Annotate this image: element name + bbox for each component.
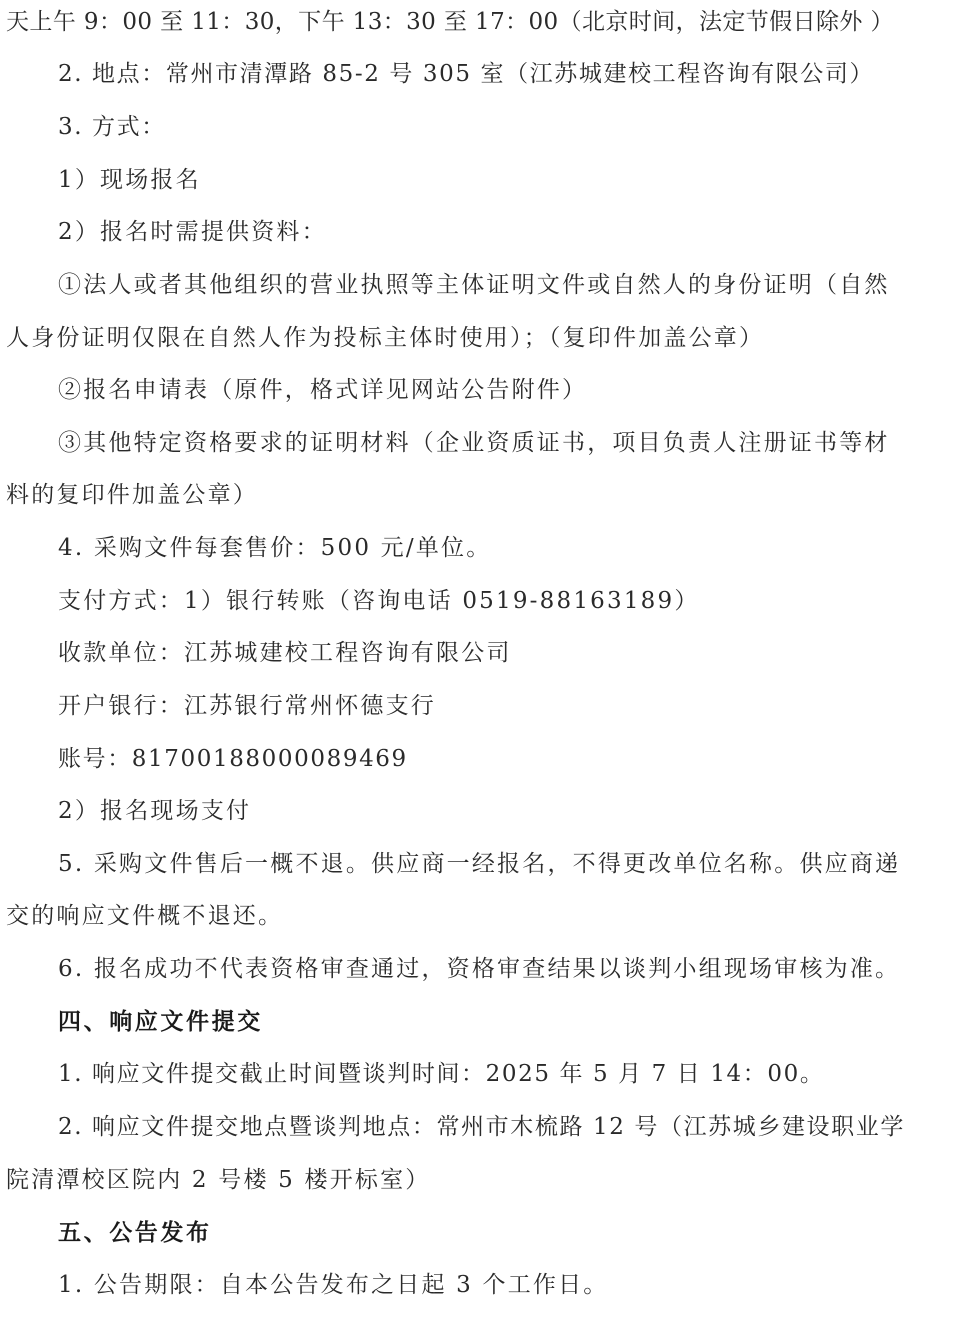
payment-method-line: 支付方式：1）银行转账（咨询电话 0519-88163189） [58,588,700,614]
price-line: 4. 采购文件每套售价：500 元/单位。 [58,535,492,561]
material-item-1-continued: 人身份证明仅限在自然人作为投标主体时使用）；（复印件加盖公章） [6,325,765,351]
material-item-2: ②报名申请表（原件，格式详见网站公告附件） [58,377,588,403]
required-materials-line: 2）报名时需提供资料： [58,219,327,245]
hours-line: 天上午 9：00 至 11：30，下午 13：30 至 17：00（北京时间，法定节假日除外 ） [6,9,894,35]
material-item-1: ①法人或者其他组织的营业执照等主体证明文件或自然人的身份证明（自然 [58,272,890,298]
qualification-note-line: 6. 报名成功不代表资格审查通过，资格审查结果以谈判小组现场审核为准。 [58,956,901,982]
section-heading-submission: 四、响应文件提交 [58,1008,263,1035]
payee-line: 收款单位：江苏城建校工程咨询有限公司 [58,640,512,666]
onsite-payment-line: 2）报名现场支付 [58,798,252,824]
submission-location-line-continued: 院清潭校区院内 2 号楼 5 楼开标室） [6,1167,431,1193]
onsite-registration-line: 1）现场报名 [58,167,201,193]
deadline-line: 1. 响应文件提交截止时间暨谈判时间：2025 年 5 月 7 日 14：00。 [58,1061,825,1087]
account-number-line: 账号：81700188000089469 [58,746,408,772]
material-item-3: ③其他特定资格要求的证明材料（企业资质证书，项目负责人注册证书等材 [58,430,890,456]
section-heading-publication: 五、公告发布 [58,1219,212,1246]
submission-location-line: 2. 响应文件提交地点暨谈判地点：常州市木梳路 12 号（江苏城乡建设职业学 [58,1114,905,1140]
no-refund-line: 5. 采购文件售后一概不退。供应商一经报名，不得更改单位名称。供应商递 [58,851,901,877]
no-refund-line-continued: 交的响应文件概不退还。 [6,903,284,929]
bank-line: 开户银行：江苏银行常州怀德支行 [58,693,436,719]
method-heading: 3. 方式： [58,114,166,140]
material-item-3-continued: 料的复印件加盖公章） [6,482,258,508]
publication-period-line: 1. 公告期限：自本公告发布之日起 3 个工作日。 [58,1272,609,1298]
location-line: 2. 地点：常州市清潭路 85-2 号 305 室（江苏城建校工程咨询有限公司） [58,61,875,87]
